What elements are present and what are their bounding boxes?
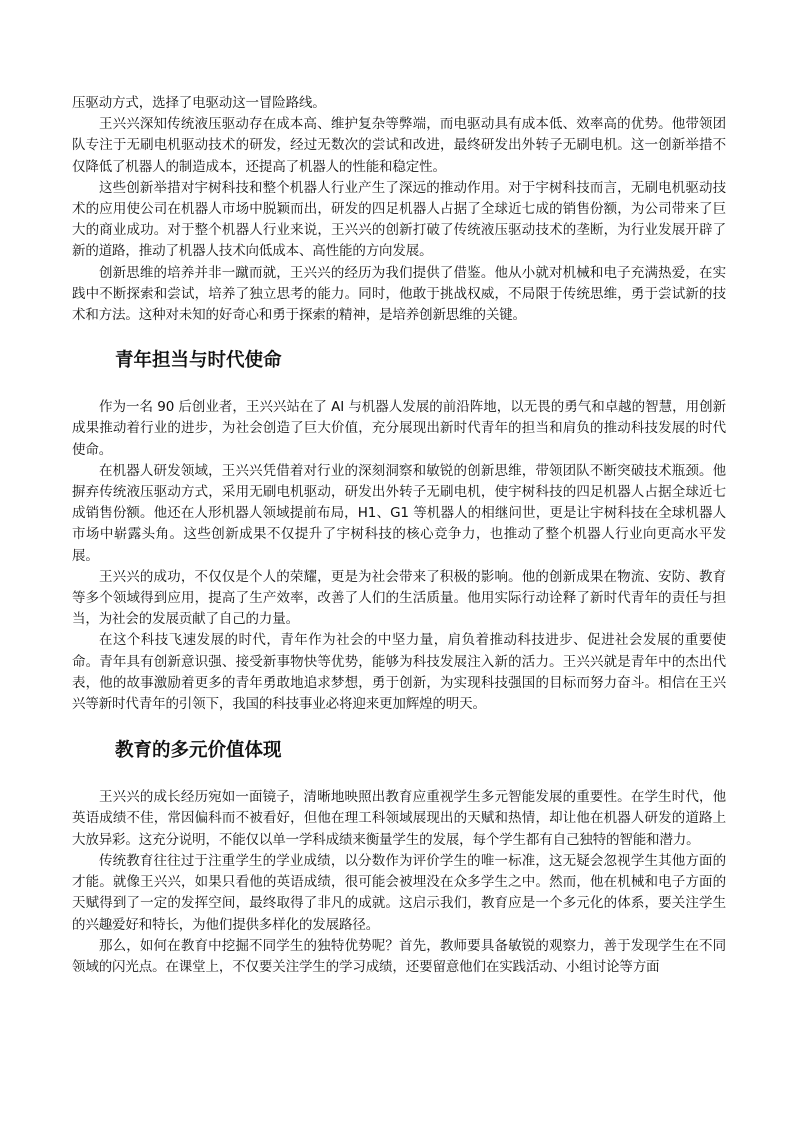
section-heading: 青年担当与时代使命 (115, 350, 282, 372)
section-heading: 教育的多元价值体现 (115, 740, 282, 762)
education-section (72, 736, 726, 978)
paragraph: 王兴兴的成功，不仅仅是个人的荣耀，更是为社会带来了积极的影响。他的创新成果在物流、安防、教育等多个领域得到应用，提高了生产效率，改善了人们的生活质量。他用实际行动诠释了新时代青年的责任与担当，为社会的发展贡献了自己的力量。 (72, 568, 726, 628)
youth-section (72, 346, 726, 715)
paragraph: 王兴兴的成长经历宛如一面镜子，清晰地映照出教育应重视学生多元智能发展的重要性。在学生时代，他英语成绩不佳，常因偏科而不被看好，但他在理工科领域展现出的天赋和热情，却让他在机器人研发的道路上大放异彩。这充分说明，不能仅以单一学科成绩来衡量学生的发展，每个学生都有自己独特的智能和潜力。 (72, 789, 726, 848)
paragraph: 在机器人研发领域，王兴兴凭借着对行业的深刻洞察和敏锐的创新思维，带领团队不断突破技术瓶颈。他摒弃传统液压驱动方式，采用无刷电机驱动，研发出外转子无刷电机，使宇树科技的四足机器人占据全球近七成销售份额。他还在人形机器人领域提前布局，H1、G1 等机器人的相继问世，更是让宇树科技在全球机器人市场中崭露头角。这些创新成果不仅提升了宇树科技的核心竞争力，也推动了整个机器人行业向更高水平发展。 (72, 462, 726, 564)
paragraph: 压驱动方式，选择了电驱动这一冒险路线。 (72, 95, 326, 111)
intro-section (72, 93, 726, 326)
paragraph: 在这个科技飞速发展的时代，青年作为社会的中坚力量，肩负着推动科技进步、促进社会发展的重要使命。青年具有创新意识强、接受新事物快等优势，能够为科技发展注入新的活力。王兴兴就是青年中的杰出代表，他的故事激励着更多的青年勇敢地追求梦想，勇于创新，为实现科技强国的目标而努力奋斗。相信在王兴兴等新时代青年的引领下，我国的科技事业必将迎来更加辉煌的明天。 (72, 632, 726, 713)
paragraph: 这些创新举措对宇树科技和整个机器人行业产生了深远的推动作用。对于宇树科技而言，无刷电机驱动技术的应用使公司在机器人市场中脱颖而出，研发的四足机器人占据了全球近七成的销售份额，为公司带来了巨大的商业成功。对于整个机器人行业来说，王兴兴的创新打破了传统液压驱动技术的垄断，为行业发展开辟了新的道路，推动了机器人技术向低成本、高性能的方向发展。 (72, 179, 726, 260)
paragraph: 创新思维的培养并非一蹴而就，王兴兴的经历为我们提供了借鉴。他从小就对机械和电子充满热爱，在实践中不断探索和尝试，培养了独立思考的能力。同时，他敢于挑战权威，不局限于传统思维，勇于尝试新的技术和方法。这种对未知的好奇心和勇于探索的精神，是培养创新思维的关键。 (72, 264, 726, 324)
paragraph: 那么，如何在教育中挖掘不同学生的独特优势呢？首先，教师要具备敏锐的观察力，善于发现学生在不同领域的闪光点。在课堂上，不仅要关注学生的学习成绩，还要留意他们在实践活动、小组讨论等方面 (72, 937, 726, 975)
paragraph: 传统教育往往过于注重学生的学业成绩，以分数作为评价学生的唯一标准，这无疑会忽视学生其他方面的才能。就像王兴兴，如果只看他的英语成绩，很可能会被埋没在众多学生之中。然而，他在机械和电子方面的天赋得到了一定的发挥空间，最终取得了非凡的成就。这启示我们，教育应是一个多元化的体系，要关注学生的兴趣爱好和特长，为他们提供多样化的发展路径。 (72, 852, 726, 933)
paragraph: 王兴兴深知传统液压驱动存在成本高、维护复杂等弊端，而电驱动具有成本低、效率高的优势。他带领团队专注于无刷电机驱动技术的研发，经过无数次的尝试和改进，最终研发出外转子无刷电机。这一创新举措不仅降低了机器人的制造成本，还提高了机器人的性能和稳定性。 (72, 116, 726, 175)
document-page (72, 93, 726, 978)
paragraph: 作为一名 90 后创业者，王兴兴站在了 AI 与机器人发展的前沿阵地，以无畏的勇气和卓越的智慧，用创新成果推动着行业的进步，为社会创造了巨大价值，充分展现出新时代青年的担当和肩负的推动科技发展的时代使命。 (72, 399, 726, 458)
